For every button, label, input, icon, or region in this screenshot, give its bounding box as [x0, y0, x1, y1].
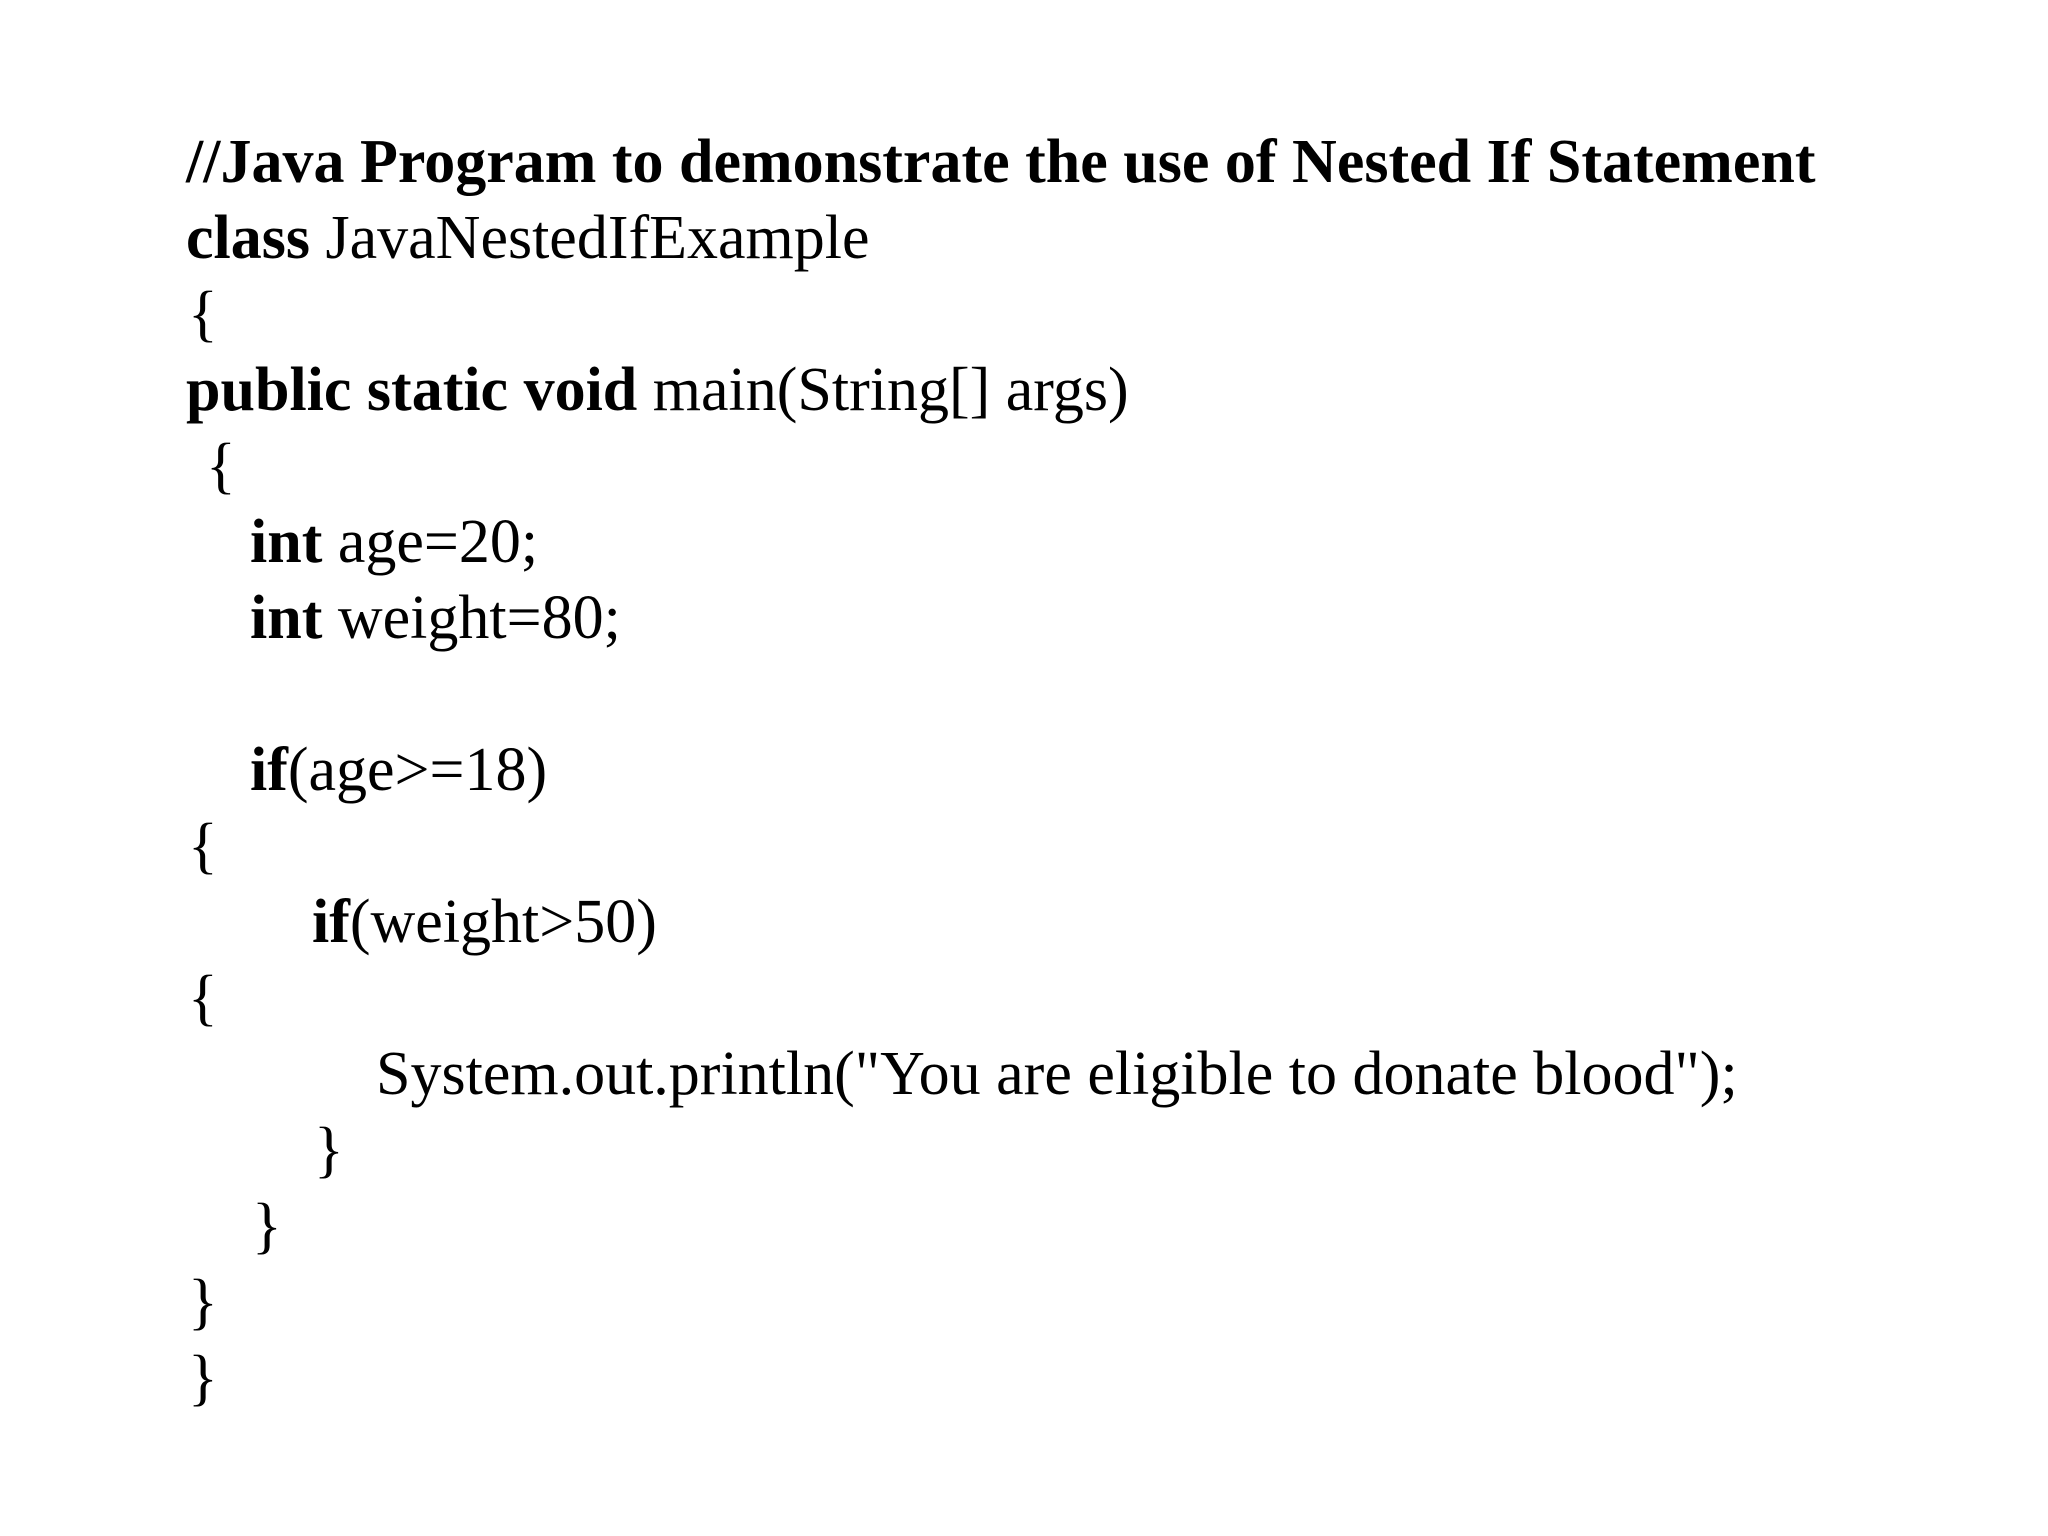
- main-modifiers: public static void: [186, 356, 638, 424]
- println-call: System.out.println("You are eligible to donate blood");: [376, 1040, 1738, 1108]
- brace: {: [188, 280, 218, 348]
- if-keyword: if: [312, 888, 350, 956]
- if-condition: (age>=18): [287, 736, 548, 804]
- brace: {: [188, 964, 218, 1032]
- if-condition: (weight>50): [349, 888, 657, 956]
- int-keyword: int: [250, 508, 323, 576]
- println-statement: [314, 962, 1738, 1187]
- brace: }: [188, 1268, 218, 1336]
- brace: {: [206, 432, 236, 500]
- class-keyword: class: [186, 204, 310, 272]
- class-name: JavaNestedIfExample: [310, 204, 870, 272]
- brace: }: [252, 1192, 282, 1260]
- brace: {: [188, 812, 218, 880]
- class-close-brace: [126, 1266, 218, 1491]
- brace: }: [314, 1116, 344, 1184]
- inner-if-open-brace: [126, 886, 218, 1111]
- if-keyword: if: [250, 736, 288, 804]
- brace: }: [188, 1344, 218, 1412]
- comment-text: //Java Program to demonstrate the use of Nested If Statement: [186, 128, 1816, 196]
- age-assignment: age=20;: [322, 508, 539, 576]
- weight-assignment: weight=80;: [322, 584, 621, 652]
- int-keyword: int: [250, 584, 323, 652]
- main-signature: main(String[] args): [637, 356, 1129, 424]
